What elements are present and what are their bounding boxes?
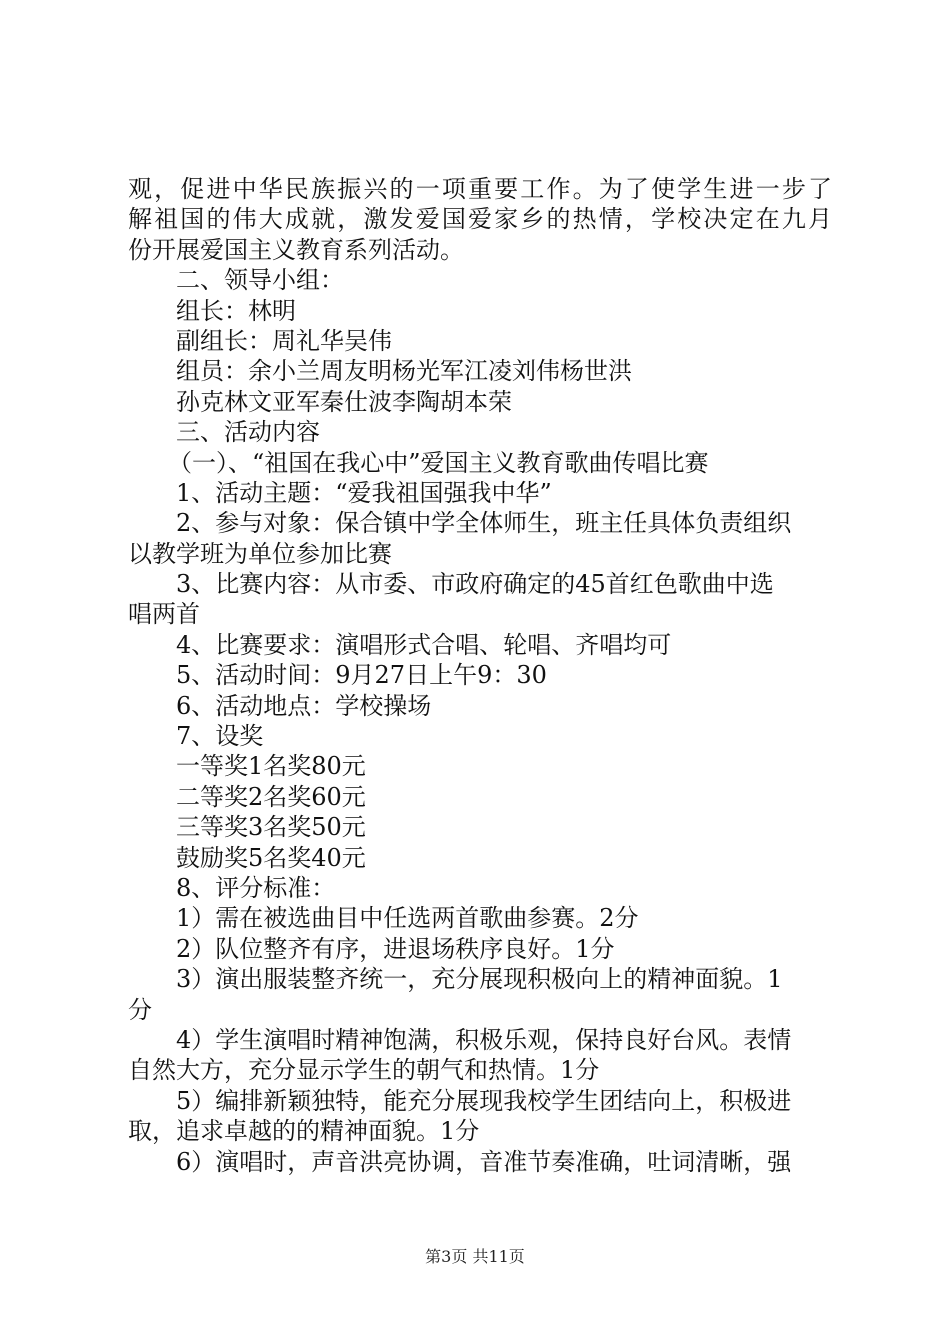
paragraph-line: 观，促进中华民族振兴的一项重要工作。为了使学生进一步了 <box>128 175 832 203</box>
criteria-item: 1）需在被选曲目中任选两首歌曲参赛。2分 <box>176 904 639 933</box>
page-number-footer: 第3页 共11页 <box>425 1247 525 1266</box>
paragraph-line: 副组长：周礼华吴伟 <box>176 326 392 355</box>
award-line: 三等奖3名奖50元 <box>176 813 366 842</box>
list-item: 4、比赛要求：演唱形式合唱、轮唱、齐唱均可 <box>176 630 672 659</box>
list-item: 6、活动地点：学校操场 <box>176 691 432 720</box>
paragraph-line: 解祖国的伟大成就，激发爱国爱家乡的热情，学校决定在九月 <box>128 205 832 234</box>
paragraph-line: 孙克林文亚军秦仕波李陶胡本荣 <box>176 387 512 416</box>
paragraph-line: 自然大方，充分显示学生的朝气和热情。1分 <box>128 1056 600 1085</box>
paragraph-line: 组员：余小兰周友明杨光军江凌刘伟杨世洪 <box>176 357 632 386</box>
award-line: 二等奖2名奖60元 <box>176 782 366 811</box>
criteria-item: 6）演唱时，声音洪亮协调，音准节奏准确，吐词清晰，强 <box>176 1147 792 1176</box>
list-item: 8、评分标准： <box>176 873 336 902</box>
list-item: 7、设奖 <box>176 722 264 751</box>
subsection-heading: （一）、“祖国在我心中”爱国主义教育歌曲传唱比赛 <box>168 448 709 477</box>
paragraph-line: 取，追求卓越的的精神面貌。1分 <box>128 1117 480 1146</box>
list-item: 5、活动时间：9月27日上午9：30 <box>176 661 547 690</box>
paragraph-line: 以教学班为单位参加比赛 <box>128 539 392 568</box>
award-line: 一等奖1名奖80元 <box>176 752 366 781</box>
list-item: 3、比赛内容：从市委、市政府确定的45首红色歌曲中选 <box>176 570 774 599</box>
paragraph-line: 组长：林明 <box>176 296 296 325</box>
document-body <box>128 174 832 1177</box>
section-heading: 二、领导小组： <box>176 266 344 295</box>
criteria-item: 4）学生演唱时精神饱满，积极乐观，保持良好台风。表情 <box>176 1025 792 1054</box>
list-item: 2、参与对象：保合镇中学全体师生，班主任具体负责组织 <box>176 509 792 538</box>
paragraph-line: 份开展爱国主义教育系列活动。 <box>128 235 464 264</box>
section-heading: 三、活动内容 <box>176 418 320 447</box>
paragraph-line: 分 <box>128 995 152 1024</box>
award-line: 鼓励奖5名奖40元 <box>176 843 366 872</box>
criteria-item: 2）队位整齐有序，进退场秩序良好。1分 <box>176 934 615 963</box>
paragraph-line: 唱两首 <box>128 600 200 629</box>
criteria-item: 5）编排新颖独特，能充分展现我校学生团结向上，积极进 <box>176 1086 792 1115</box>
criteria-item: 3）演出服装整齐统一，充分展现积极向上的精神面貌。1 <box>176 965 783 994</box>
list-item: 1、活动主题：“爱我祖国强我中华” <box>176 478 552 507</box>
